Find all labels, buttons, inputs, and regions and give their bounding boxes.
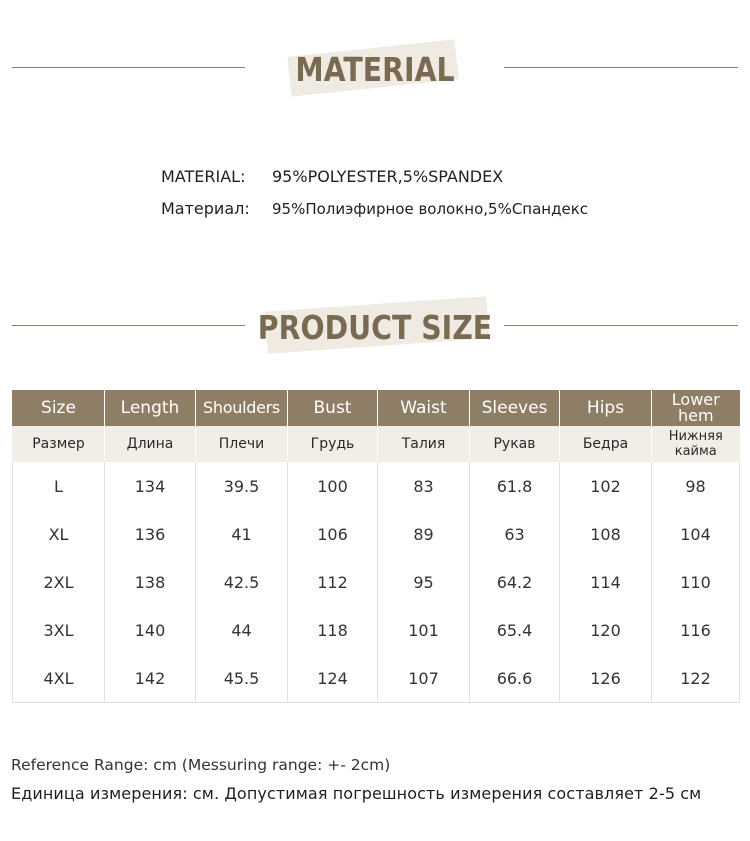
material-value: 95%POLYESTER,5%SPANDEX [272,167,504,186]
col-header-length-ru: Длина [105,426,196,462]
material-heading-block [0,28,750,108]
col-header-sleeves: Sleeves [470,390,560,426]
table-cell: 142 [105,654,196,703]
table-cell: 107 [378,654,470,703]
table-cell: 106 [288,510,378,558]
table-cell-size: 2XL [13,558,105,606]
col-header-bust-ru: Грудь [288,426,378,462]
size-table [12,390,740,703]
col-header-size-ru: Размер [13,426,105,462]
table-cell: 44 [196,606,288,654]
table-cell: 64.2 [470,558,560,606]
size-heading-block [0,286,750,366]
table-cell: 116 [652,606,740,654]
table-cell: 98 [652,462,740,510]
col-header-length: Length [105,390,196,426]
col-header-hips: Hips [560,390,652,426]
table-cell: 101 [378,606,470,654]
table-row [13,462,740,510]
material-value: 95%Полиэфирное волокно,5%Спандекс [272,200,589,218]
table-row [13,606,740,654]
table-cell: 42.5 [196,558,288,606]
table-cell: 108 [560,510,652,558]
col-header-bust: Bust [288,390,378,426]
table-cell: 104 [652,510,740,558]
table-cell: 61.8 [470,462,560,510]
table-cell: 118 [288,606,378,654]
table-cell: 112 [288,558,378,606]
table-cell: 95 [378,558,470,606]
table-cell: 39.5 [196,462,288,510]
table-cell: 126 [560,654,652,703]
col-header-shoulders: Shoulders [196,390,288,426]
col-header-shoulders-ru: Плечи [196,426,288,462]
col-header-size: Size [13,390,105,426]
col-header-lower-hem-ru: Нижняя кайма [652,426,740,462]
section-title-product-size: PRODUCT SIZE [257,308,493,347]
table-row [13,510,740,558]
material-line-en [161,167,503,186]
table-cell: 140 [105,606,196,654]
col-header-lower-hem: Lower hem [652,390,740,426]
table-cell: 41 [196,510,288,558]
table-header-row-ru [13,426,740,462]
material-label: MATERIAL: [161,167,246,186]
table-row [13,654,740,703]
table-cell: 138 [105,558,196,606]
table-header-row-en [13,390,740,426]
table-cell: 136 [105,510,196,558]
table-cell: 124 [288,654,378,703]
table-cell: 120 [560,606,652,654]
material-line-ru [161,199,588,218]
col-header-waist-ru: Талия [378,426,470,462]
table-cell-size: 3XL [13,606,105,654]
table-cell: 65.4 [470,606,560,654]
col-header-waist: Waist [378,390,470,426]
reference-range-note: Reference Range: cm (Messuring range: +- 2cm) [11,756,391,774]
table-cell: 83 [378,462,470,510]
col-header-hips-ru: Бедра [560,426,652,462]
table-row [13,558,740,606]
table-cell: 134 [105,462,196,510]
table-cell: 122 [652,654,740,703]
table-cell: 45.5 [196,654,288,703]
material-label: Материал: [161,199,250,218]
table-cell: 63 [470,510,560,558]
table-cell: 89 [378,510,470,558]
table-cell-size: 4XL [13,654,105,703]
table-cell: 102 [560,462,652,510]
table-cell-size: XL [13,510,105,558]
reference-range-note-ru: Единица измерения: см. Допустимая погрешность измерения составляет 2-5 см [11,784,702,803]
table-cell-size: L [13,462,105,510]
table-cell: 110 [652,558,740,606]
col-header-sleeves-ru: Рукав [470,426,560,462]
table-cell: 114 [560,558,652,606]
table-cell: 100 [288,462,378,510]
table-cell: 66.6 [470,654,560,703]
section-title-material: MATERIAL [295,50,455,89]
